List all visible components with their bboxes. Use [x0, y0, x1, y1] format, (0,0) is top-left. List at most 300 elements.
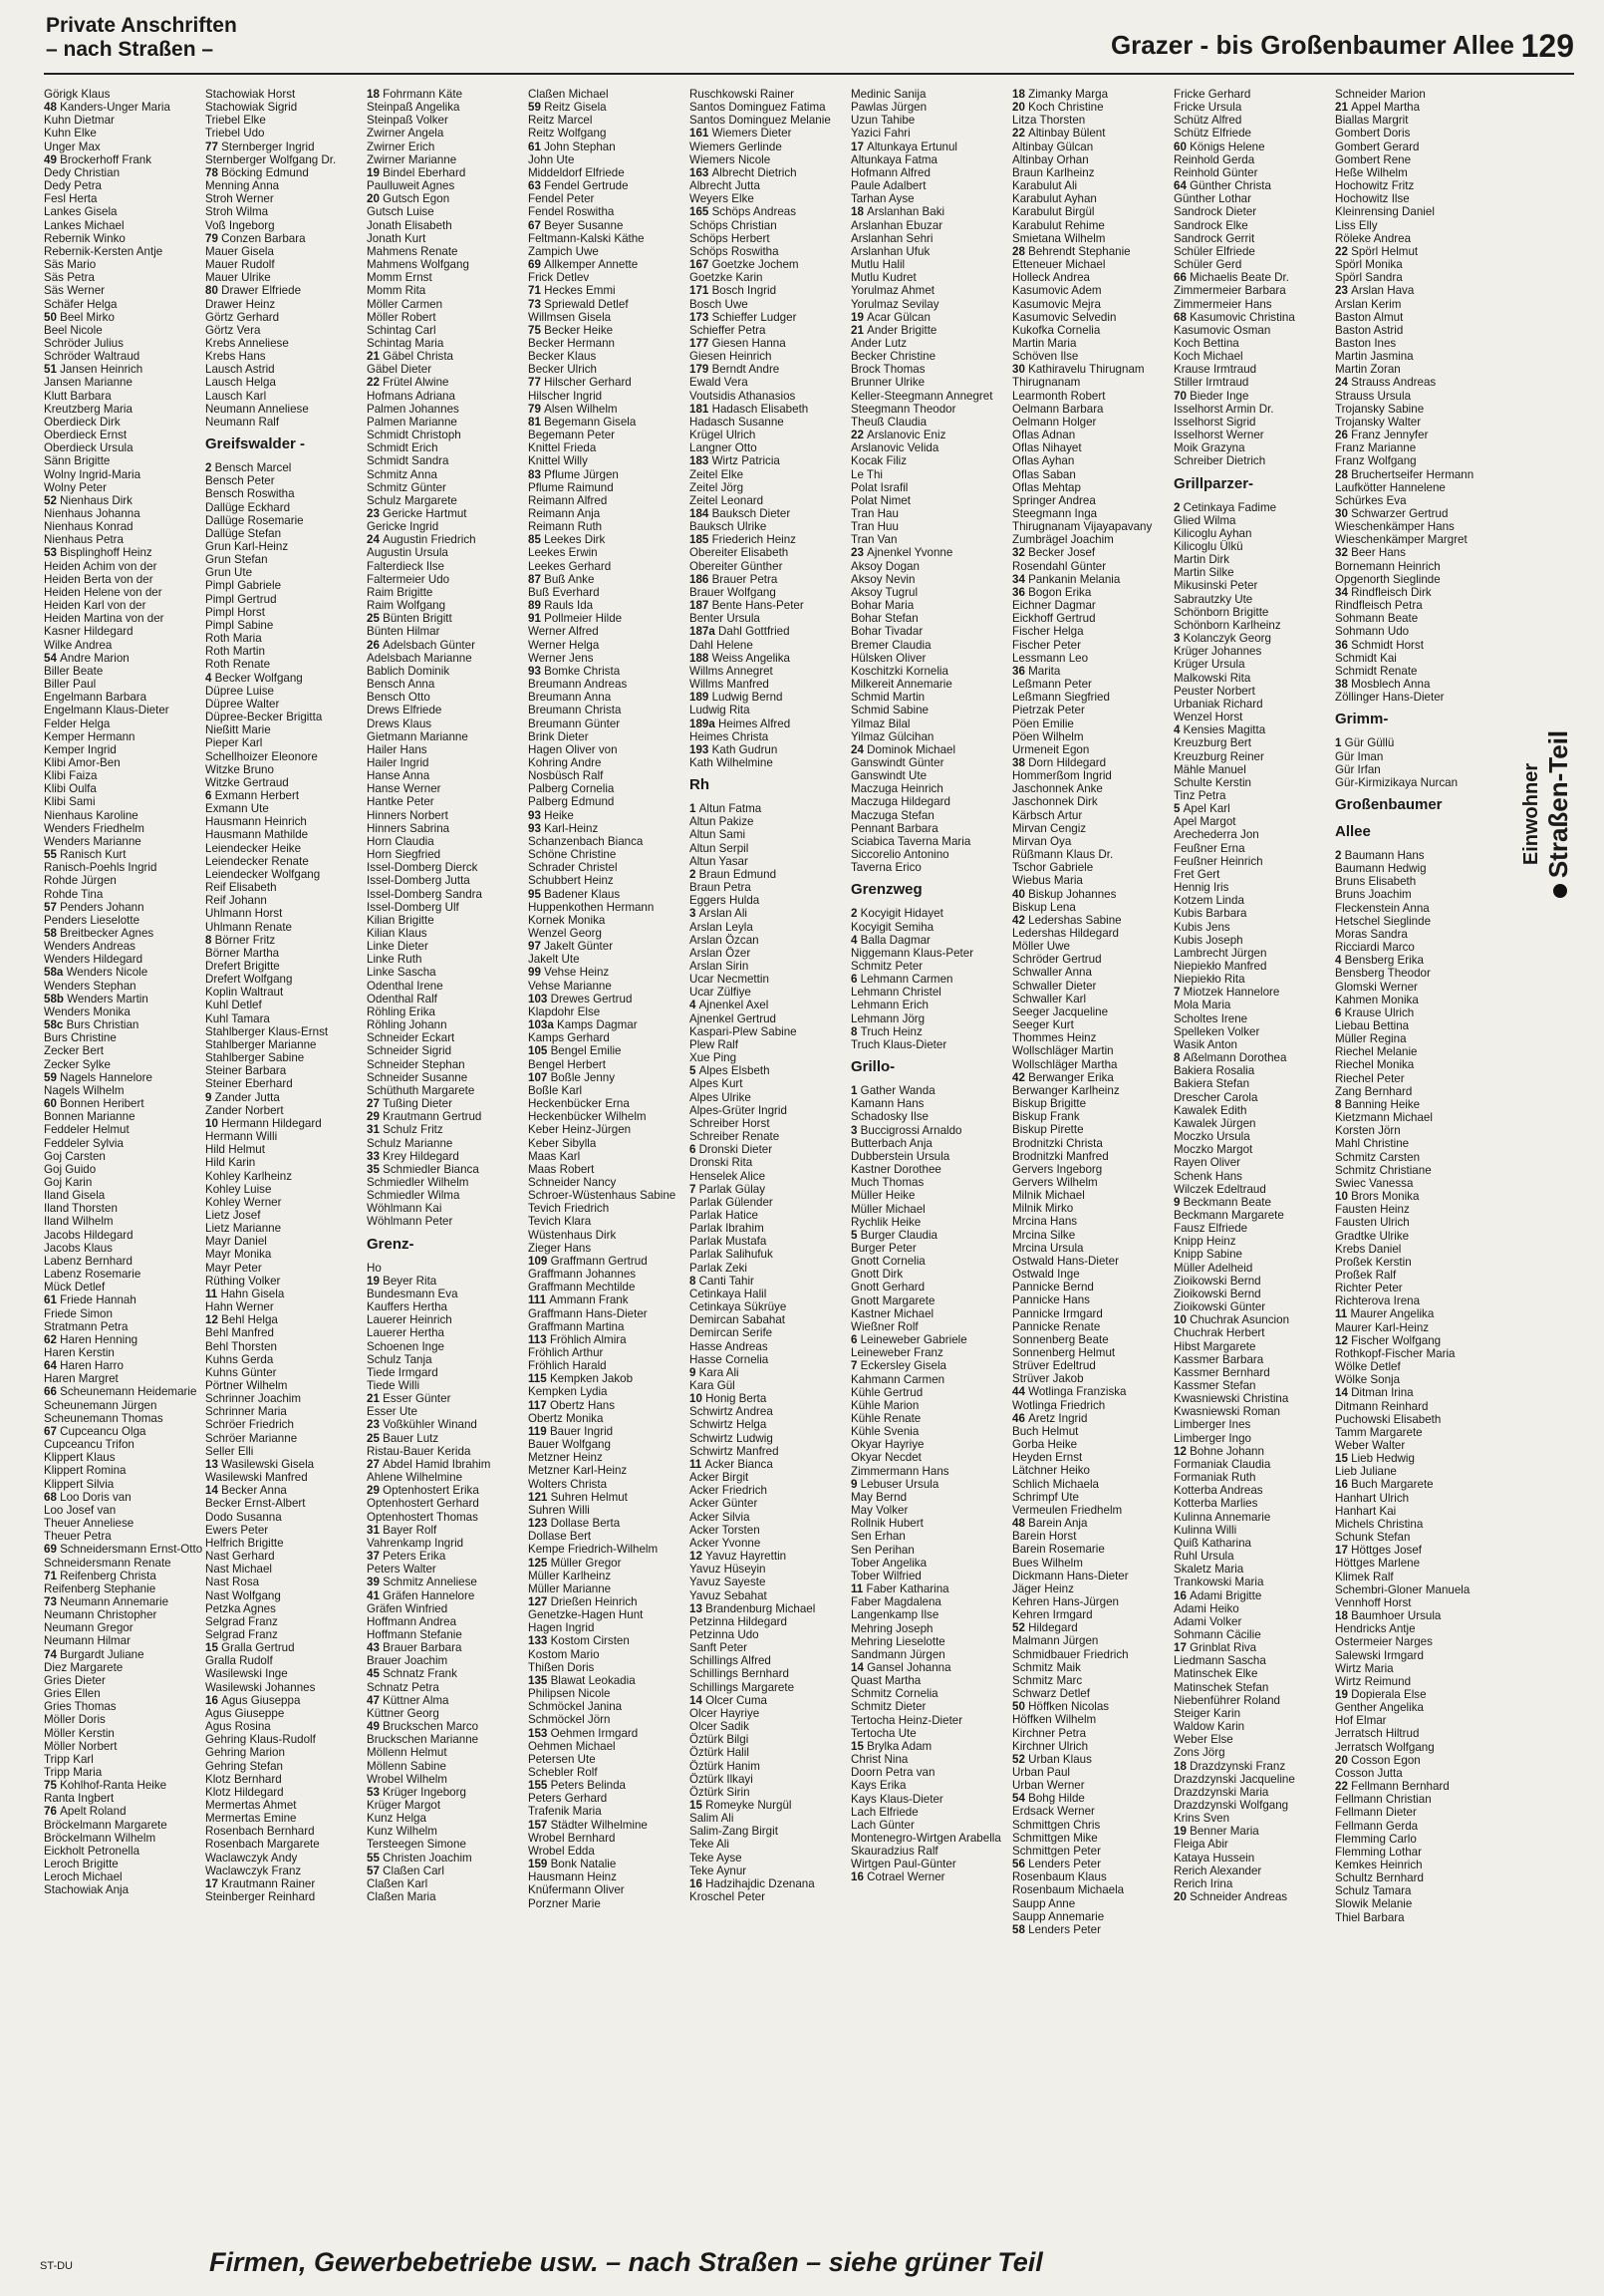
- house-number: 25: [367, 1431, 384, 1445]
- resident-name: Schmitz Carsten: [1335, 1150, 1421, 1164]
- resident-entry: [205, 1235, 367, 1248]
- resident-name: Zieger Hans: [528, 1241, 592, 1255]
- resident-name: Peters Belinda: [550, 1779, 626, 1793]
- resident-name: Kamps Dagmar: [557, 1018, 638, 1032]
- house-number: 46: [1012, 1411, 1029, 1425]
- resident-entry: [1012, 560, 1174, 573]
- resident-entry: [689, 88, 851, 101]
- resident-entry: [367, 1786, 528, 1799]
- resident-entry: [851, 114, 1012, 127]
- resident-entry: [44, 599, 205, 612]
- resident-entry: [689, 219, 851, 232]
- directory-column: [1174, 88, 1335, 2210]
- resident-name: Ranisch-Poehls Ingrid: [44, 861, 157, 875]
- resident-name: Acker Yvonne: [689, 1536, 761, 1550]
- house-number: 9: [1174, 1195, 1184, 1209]
- resident-entry: [528, 1307, 689, 1320]
- resident-entry: [1335, 736, 1496, 749]
- resident-name: Hendricks Antje: [1335, 1622, 1416, 1636]
- resident-entry: [1335, 776, 1496, 789]
- resident-entry: [528, 205, 689, 218]
- resident-name: Isselhorst Sigrid: [1174, 415, 1256, 429]
- resident-entry: [1012, 691, 1174, 704]
- resident-entry: [1012, 337, 1174, 350]
- house-number: 24: [851, 742, 868, 756]
- resident-name: Strüver Jakob: [1012, 1372, 1084, 1386]
- resident-entry: [689, 730, 851, 743]
- resident-name: Kirchner Petra: [1012, 1726, 1087, 1740]
- resident-entry: [1012, 1570, 1174, 1582]
- resident-name: Hinners Norbert: [367, 808, 448, 822]
- resident-name: Wüstenhaus Dirk: [528, 1228, 617, 1242]
- resident-name: Neumann Annemarie: [60, 1594, 169, 1608]
- resident-name: Schreiber Dietrich: [1174, 454, 1266, 468]
- resident-entry: [367, 141, 528, 153]
- resident-entry: [1012, 350, 1174, 363]
- resident-name: Grinblat Riva: [1190, 1641, 1257, 1655]
- resident-entry: [689, 907, 851, 920]
- resident-name: Bünten Brigitt: [383, 612, 452, 626]
- resident-entry: [367, 1852, 528, 1865]
- resident-entry: [1335, 691, 1496, 704]
- resident-entry: [1335, 1557, 1496, 1570]
- resident-name: Lauerer Hertha: [367, 1326, 444, 1340]
- resident-entry: [689, 1143, 851, 1156]
- resident-entry: [689, 704, 851, 717]
- resident-name: Hilscher Ingrid: [528, 389, 603, 403]
- resident-entry: [689, 1852, 851, 1865]
- resident-entry: [367, 1163, 528, 1176]
- resident-entry: [367, 258, 528, 271]
- resident-entry: [1174, 1746, 1335, 1759]
- resident-name: Heckenbücker Wilhelm: [528, 1110, 647, 1124]
- resident-entry: [205, 579, 367, 592]
- resident-name: Feltmann-Kalski Käthe: [528, 231, 645, 245]
- resident-name: Parlak Salihufuk: [689, 1248, 773, 1262]
- resident-name: Reimann Alfred: [528, 493, 608, 507]
- resident-entry: [44, 1005, 205, 1018]
- house-number: 76: [44, 1805, 61, 1819]
- resident-name: Mehring Lieselotte: [851, 1634, 945, 1648]
- resident-entry: [205, 258, 367, 271]
- resident-name: Fendel Gertrude: [544, 179, 629, 193]
- resident-entry: [1012, 507, 1174, 520]
- resident-entry: [44, 441, 205, 454]
- resident-entry: [1012, 1713, 1174, 1726]
- resident-name: Obertz Monika: [528, 1411, 604, 1425]
- resident-name: Rosenbach Margarete: [205, 1838, 320, 1852]
- resident-entry: [1012, 940, 1174, 953]
- resident-name: Arslan Hava: [1351, 284, 1415, 298]
- resident-entry: [528, 298, 689, 311]
- resident-entry: [689, 573, 851, 586]
- resident-entry: [44, 795, 205, 808]
- resident-entry: [367, 179, 528, 192]
- resident-name: Lieb Hedwig: [1351, 1452, 1415, 1466]
- resident-name: Eickholt Petronella: [44, 1844, 140, 1858]
- resident-entry: [1335, 179, 1496, 192]
- resident-entry: [1174, 1313, 1335, 1326]
- resident-name: Becker Ernst-Albert: [205, 1497, 306, 1511]
- resident-entry: [44, 1385, 205, 1398]
- resident-name: Goetzke Karin: [689, 271, 763, 285]
- resident-entry: [1335, 1846, 1496, 1859]
- resident-entry: [205, 566, 367, 579]
- resident-name: Kath Wilhelmine: [689, 755, 773, 769]
- resident-entry: [44, 953, 205, 966]
- resident-entry: [689, 1392, 851, 1405]
- resident-entry: [851, 1216, 1012, 1229]
- resident-name: Kroschel Peter: [689, 1890, 766, 1904]
- resident-name: Albrecht Dietrich: [711, 165, 797, 179]
- resident-name: Quast Martha: [851, 1674, 922, 1688]
- resident-name: Schöps Andreas: [711, 205, 797, 219]
- resident-entry: [367, 1746, 528, 1759]
- resident-name: Cetinkaya Sükrüye: [689, 1300, 787, 1314]
- resident-name: Strauss Andreas: [1351, 376, 1437, 390]
- resident-entry: [367, 101, 528, 114]
- resident-entry: [1174, 1681, 1335, 1694]
- house-number: 173: [689, 310, 712, 324]
- resident-entry: [851, 665, 1012, 678]
- house-number: 15: [1335, 1452, 1352, 1466]
- house-number: 30: [1012, 363, 1029, 377]
- resident-entry: [205, 947, 367, 960]
- resident-name: Hasse Cornelia: [689, 1352, 769, 1366]
- resident-entry: [1012, 403, 1174, 416]
- resident-entry: [367, 441, 528, 454]
- resident-entry: [851, 1346, 1012, 1359]
- resident-name: Palberg Cornelia: [528, 782, 615, 796]
- resident-name: Jansen Marianne: [44, 376, 133, 390]
- resident-name: Appel Martha: [1351, 101, 1421, 115]
- resident-name: Friede Simon: [44, 1306, 113, 1320]
- resident-name: Willms Annegret: [689, 664, 773, 678]
- house-number: 37: [367, 1550, 384, 1564]
- resident-entry: [851, 560, 1012, 573]
- resident-name: Zimmermeier Barbara: [1174, 284, 1286, 298]
- resident-entry: [1174, 1511, 1335, 1524]
- resident-entry: [851, 337, 1012, 350]
- resident-name: Lehmann Carmen: [860, 973, 953, 987]
- resident-name: Hofmann Alfred: [851, 165, 931, 179]
- resident-name: Tober Angelika: [851, 1556, 928, 1570]
- resident-entry: [1335, 494, 1496, 507]
- resident-entry: [44, 141, 205, 153]
- resident-entry: [1174, 593, 1335, 606]
- resident-name: Gombert Doris: [1335, 127, 1411, 141]
- house-number: 28: [1335, 467, 1352, 481]
- resident-entry: [689, 1445, 851, 1458]
- house-number: 42: [1012, 1070, 1029, 1084]
- resident-entry: [851, 743, 1012, 756]
- resident-entry: [1012, 795, 1174, 808]
- resident-name: Arslanhan Ebuzar: [851, 218, 943, 232]
- resident-entry: [851, 1557, 1012, 1570]
- resident-entry: [44, 1071, 205, 1084]
- resident-entry: [44, 1307, 205, 1320]
- resident-entry: [1335, 1111, 1496, 1124]
- resident-name: Wiemers Dieter: [711, 127, 792, 141]
- resident-entry: [205, 1091, 367, 1104]
- resident-entry: [528, 507, 689, 520]
- resident-name: Ruhl Ursula: [1174, 1550, 1234, 1564]
- resident-entry: [1174, 441, 1335, 454]
- resident-entry: [851, 986, 1012, 999]
- resident-name: Kuhn Dietmar: [44, 114, 115, 128]
- resident-entry: [528, 848, 689, 861]
- resident-name: Rebernik-Kersten Antje: [44, 244, 163, 258]
- resident-entry: [1174, 1418, 1335, 1431]
- house-number: 44: [1012, 1385, 1029, 1399]
- resident-name: Börner Martha: [205, 946, 280, 960]
- resident-entry: [205, 645, 367, 658]
- resident-entry: [44, 1425, 205, 1438]
- resident-entry: [528, 429, 689, 441]
- resident-name: Hasse Andreas: [689, 1339, 768, 1353]
- resident-name: Wenders Hildegard: [44, 953, 143, 967]
- resident-name: Voß Ingeborg: [205, 218, 275, 232]
- resident-name: Schröder Waltraud: [44, 350, 140, 364]
- resident-name: Lehmann Christel: [851, 986, 941, 1000]
- resident-name: Boßle Karl: [528, 1083, 583, 1097]
- resident-entry: [1012, 1255, 1174, 1268]
- resident-entry: [1174, 1471, 1335, 1484]
- resident-name: Beckmann Beate: [1183, 1195, 1271, 1209]
- resident-name: Kemkes Heinrich: [1335, 1859, 1423, 1871]
- house-number: 19: [1335, 1687, 1352, 1701]
- resident-entry: [1335, 1072, 1496, 1085]
- resident-name: Demircan Sabahat: [689, 1313, 786, 1327]
- resident-entry: [205, 1589, 367, 1602]
- resident-name: Kathiravelu Thirugnam: [1028, 363, 1145, 377]
- resident-entry: [1174, 698, 1335, 711]
- resident-entry: [205, 350, 367, 363]
- resident-entry: [44, 324, 205, 337]
- resident-entry: [689, 1667, 851, 1680]
- resident-name: Schmidt Kai: [1335, 651, 1397, 665]
- house-number: 123: [528, 1517, 551, 1531]
- resident-name: Bosch Ingrid: [711, 284, 777, 298]
- house-number: 189a: [689, 717, 719, 730]
- resident-name: Neumann Hilmar: [44, 1634, 131, 1648]
- resident-name: Kubis Jens: [1174, 920, 1230, 934]
- resident-name: Bremer Claudia: [851, 638, 932, 652]
- resident-entry: [205, 973, 367, 986]
- resident-entry: [1174, 619, 1335, 632]
- resident-name: Schadosky Ilse: [851, 1110, 929, 1124]
- resident-name: Fricke Ursula: [1174, 101, 1242, 115]
- resident-name: Wenders Martin: [67, 992, 148, 1005]
- house-number: 4: [689, 999, 699, 1012]
- house-number: 87: [528, 572, 545, 586]
- resident-name: Goetzke Jochem: [711, 258, 799, 272]
- resident-entry: [205, 101, 367, 114]
- resident-entry: [205, 245, 367, 258]
- house-number: 4: [1174, 723, 1184, 737]
- resident-name: Wenders Stephan: [44, 979, 136, 993]
- resident-name: Mirvan Cengiz: [1012, 821, 1087, 835]
- resident-name: Mutlu Halil: [851, 258, 906, 272]
- resident-entry: [528, 311, 689, 324]
- house-number: 97: [528, 940, 545, 954]
- resident-name: Altun Yasar: [689, 854, 748, 868]
- resident-entry: [367, 1300, 528, 1313]
- resident-name: Breumann Christa: [528, 704, 622, 718]
- house-number: 5: [851, 1228, 861, 1242]
- resident-entry: [528, 718, 689, 730]
- resident-name: Mück Detlef: [44, 1281, 106, 1294]
- resident-name: Gietmann Marianne: [367, 729, 468, 743]
- house-number: 189: [689, 691, 712, 705]
- resident-entry: [689, 586, 851, 599]
- resident-name: Schröer Marianne: [205, 1431, 298, 1445]
- resident-name: Loo Doris van: [60, 1490, 132, 1504]
- resident-name: Mähle Manuel: [1174, 762, 1246, 776]
- resident-name: Schillings Bernhard: [689, 1667, 789, 1681]
- resident-entry: [367, 1602, 528, 1615]
- resident-entry: [1174, 1012, 1335, 1025]
- resident-name: Milnik Mirko: [1012, 1202, 1074, 1216]
- resident-name: Klapdohr Else: [528, 1004, 601, 1018]
- house-number: 161: [689, 127, 712, 141]
- resident-name: Lietz Marianne: [205, 1222, 282, 1236]
- resident-name: Schwarzer Gertrud: [1351, 507, 1449, 520]
- resident-entry: [44, 429, 205, 441]
- header-left-line1: Private Anschriften: [46, 14, 237, 37]
- resident-name: Altun Pakize: [689, 815, 754, 829]
- resident-name: Klibi Oulfa: [44, 782, 97, 796]
- resident-name: Faltermeier Udo: [367, 572, 450, 586]
- resident-name: Dubberstein Ursula: [851, 1149, 950, 1163]
- resident-name: Heiden Karl von der: [44, 599, 146, 613]
- house-number: 4: [1335, 954, 1345, 968]
- house-number: 21: [367, 350, 384, 364]
- house-number: 22: [367, 376, 384, 390]
- resident-name: Leineweber Gabriele: [860, 1333, 967, 1347]
- resident-name: Müller Regina: [1335, 1032, 1407, 1046]
- resident-entry: [1174, 1353, 1335, 1366]
- resident-entry: [851, 127, 1012, 140]
- resident-name: Bosch Uwe: [689, 297, 748, 311]
- resident-entry: [689, 1773, 851, 1786]
- resident-name: Sohmann Beate: [1335, 612, 1419, 626]
- resident-entry: [1012, 848, 1174, 861]
- resident-name: Kanders-Unger Maria: [60, 101, 170, 115]
- resident-entry: [851, 822, 1012, 835]
- resident-name: Tran Hau: [851, 507, 899, 520]
- resident-name: Grun Ute: [205, 566, 253, 580]
- resident-name: Peters Walter: [367, 1563, 436, 1577]
- resident-entry: [367, 1445, 528, 1458]
- resident-name: Schäfer Helga: [44, 297, 118, 311]
- resident-name: Gehring Stefan: [205, 1759, 283, 1773]
- house-number: 36: [1012, 664, 1029, 678]
- resident-entry: [528, 403, 689, 416]
- resident-name: Matinschek Elke: [1174, 1667, 1258, 1681]
- resident-entry: [44, 1018, 205, 1031]
- resident-entry: [205, 1746, 367, 1759]
- resident-entry: [528, 1464, 689, 1477]
- resident-entry: [205, 205, 367, 218]
- resident-entry: [528, 809, 689, 822]
- resident-entry: [689, 1812, 851, 1825]
- resident-entry: [851, 219, 1012, 232]
- resident-entry: [1012, 1123, 1174, 1136]
- resident-name: Badener Klaus: [544, 887, 621, 901]
- resident-name: Agus Giuseppa: [221, 1693, 301, 1707]
- resident-name: Drawer Elfriede: [221, 284, 302, 298]
- resident-entry: [689, 390, 851, 403]
- resident-entry: [528, 337, 689, 350]
- house-number: 27: [367, 1097, 384, 1111]
- resident-name: Momm Ernst: [367, 271, 432, 285]
- resident-entry: [1335, 1635, 1496, 1648]
- resident-entry: [1335, 1058, 1496, 1071]
- house-number: 7: [851, 1359, 861, 1373]
- resident-name: Pannicke Renate: [1012, 1319, 1101, 1333]
- resident-name: Lach Elfriede: [851, 1805, 919, 1819]
- resident-name: Engelmann Barbara: [44, 691, 147, 705]
- resident-name: Horn Siegfried: [367, 848, 441, 862]
- resident-entry: [851, 1320, 1012, 1333]
- resident-entry: [689, 271, 851, 284]
- resident-entry: [689, 520, 851, 533]
- resident-entry: [1174, 1209, 1335, 1222]
- resident-name: Schoenen Inge: [367, 1339, 445, 1353]
- resident-name: Müller Marianne: [528, 1581, 612, 1595]
- resident-entry: [1335, 652, 1496, 665]
- resident-entry: [1012, 1084, 1174, 1097]
- resident-entry: [205, 1051, 367, 1064]
- resident-entry: [689, 1275, 851, 1288]
- resident-entry: [205, 842, 367, 855]
- resident-entry: [367, 1215, 528, 1228]
- resident-entry: [44, 403, 205, 416]
- resident-entry: [1174, 540, 1335, 553]
- resident-name: Slowik Melanie: [1335, 1897, 1413, 1911]
- resident-name: Butterbach Anja: [851, 1136, 933, 1150]
- house-number: 7: [689, 1182, 699, 1196]
- resident-name: Koch Michael: [1174, 350, 1243, 364]
- resident-entry: [851, 1530, 1012, 1543]
- resident-name: Exmann Herbert: [214, 788, 300, 802]
- resident-entry: [689, 1524, 851, 1537]
- resident-name: Schöven Ilse: [1012, 350, 1079, 364]
- resident-entry: [1335, 298, 1496, 311]
- resident-name: Liebau Bettina: [1335, 1019, 1410, 1032]
- resident-name: Urban Werner: [1012, 1779, 1085, 1793]
- resident-name: Wasik Anton: [1174, 1037, 1238, 1051]
- resident-entry: [44, 1805, 205, 1818]
- resident-entry: [851, 1438, 1012, 1451]
- resident-name: Kemper Hermann: [44, 729, 135, 743]
- resident-name: Ganswindt Günter: [851, 755, 944, 769]
- resident-entry: [367, 337, 528, 350]
- resident-name: Giesen Hanna: [711, 336, 786, 350]
- resident-name: Wilke Andrea: [44, 638, 113, 652]
- resident-entry: [1174, 606, 1335, 619]
- resident-name: Wirtz Patricia: [711, 454, 780, 468]
- resident-entry: [44, 1137, 205, 1150]
- resident-entry: [851, 1766, 1012, 1779]
- resident-entry: [44, 468, 205, 481]
- resident-entry: [1174, 1025, 1335, 1038]
- house-number: 57: [367, 1864, 384, 1877]
- resident-entry: [851, 1150, 1012, 1163]
- resident-entry: [1012, 1740, 1174, 1753]
- resident-name: Pietrzak Peter: [1012, 704, 1085, 718]
